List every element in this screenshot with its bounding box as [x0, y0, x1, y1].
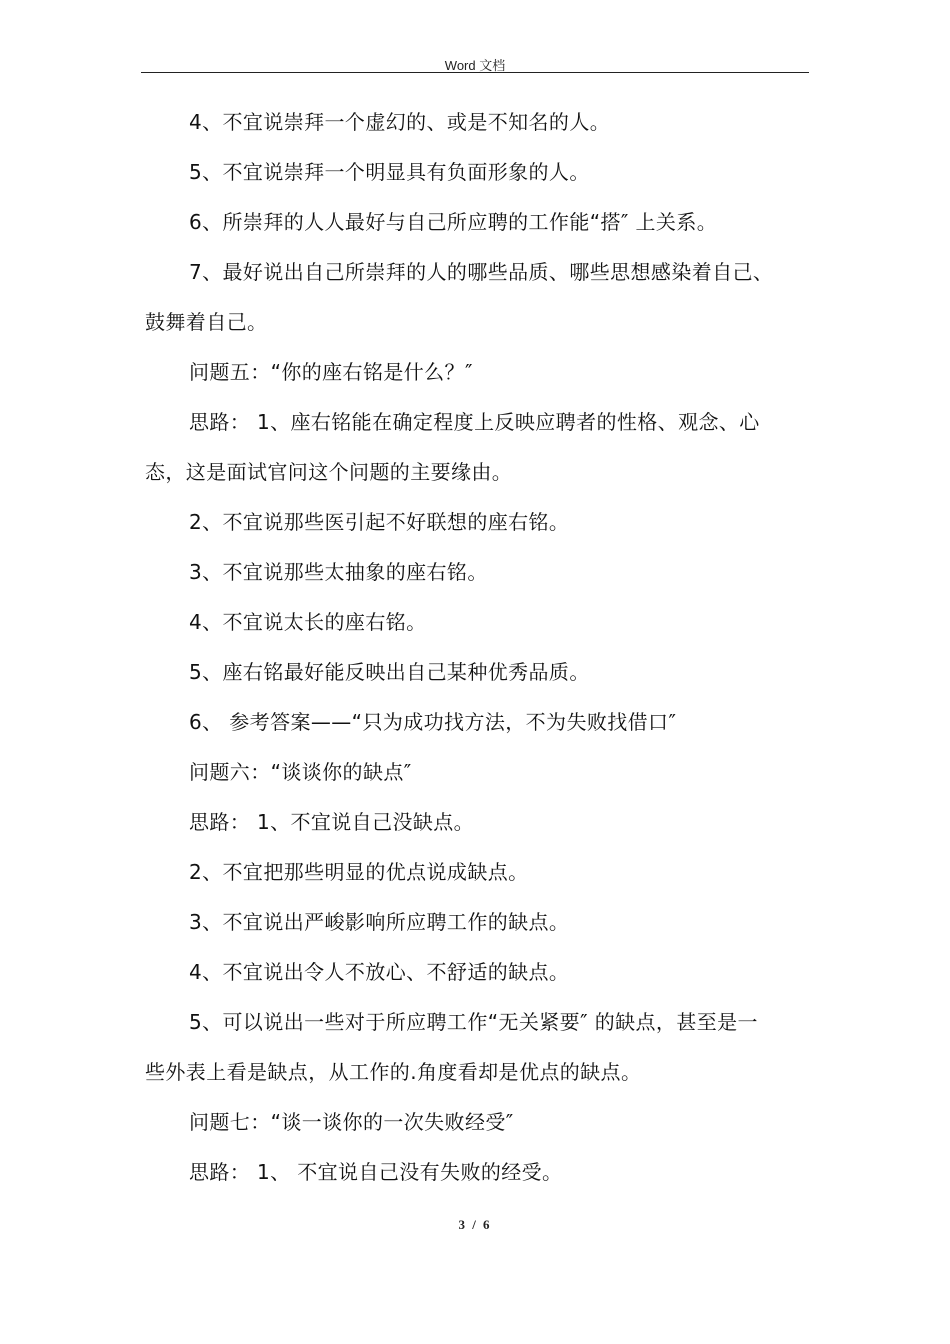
paragraph-line: 问题六：“谈谈你的缺点″	[189, 760, 412, 784]
paragraph-line: 5、可以说出一些对于所应聘工作“无关紧要″ 的缺点，甚至是一	[189, 1010, 758, 1034]
paragraph-line: 5、座右铭最好能反映出自己某种优秀品质。	[189, 660, 590, 684]
paragraph-line: 6、所崇拜的人人最好与自己所应聘的工作能“搭″ 上关系。	[189, 210, 718, 234]
paragraph-line: 思路： 1、 不宜说自己没有失败的经受。	[189, 1160, 563, 1184]
paragraph-continuation-line: 些外表上看是缺点，从工作的.角度看却是优点的缺点。	[145, 1060, 642, 1084]
paragraph-line: 问题五：“你的座右铭是什么？″	[189, 360, 473, 384]
page-number: 3 / 6	[458, 1217, 492, 1232]
page-header-label: Word 文档	[444, 58, 506, 73]
paragraph-line: 4、不宜说太长的座右铭。	[189, 610, 427, 634]
paragraph-line: 思路： 1、座右铭能在确定程度上反映应聘者的性格、观念、心	[189, 410, 760, 434]
paragraph-line: 问题七：“谈一谈你的一次失败经受″	[189, 1110, 514, 1134]
paragraph-continuation-line: 鼓舞着自己。	[145, 310, 268, 334]
header-divider	[141, 72, 809, 73]
paragraph-line: 4、不宜说崇拜一个虚幻的、或是不知名的人。	[189, 110, 611, 134]
paragraph-line: 3、不宜说那些太抽象的座右铭。	[189, 560, 488, 584]
paragraph-line: 4、不宜说出令人不放心、不舒适的缺点。	[189, 960, 570, 984]
paragraph-line: 2、不宜说那些医引起不好联想的座右铭。	[189, 510, 570, 534]
paragraph-line: 3、不宜说出严峻影响所应聘工作的缺点。	[189, 910, 570, 934]
paragraph-line: 思路： 1、不宜说自己没缺点。	[189, 810, 475, 834]
paragraph-continuation-line: 态，这是面试官问这个问题的主要缘由。	[145, 460, 513, 484]
paragraph-line: 6、 参考答案——“只为成功找方法，不为失败找借口″	[189, 710, 677, 734]
paragraph-line: 2、不宜把那些明显的优点说成缺点。	[189, 860, 529, 884]
paragraph-line: 7、最好说出自己所崇拜的人的哪些品质、哪些思想感染着自己、	[189, 260, 774, 284]
paragraph-line: 5、不宜说崇拜一个明显具有负面形象的人。	[189, 160, 590, 184]
